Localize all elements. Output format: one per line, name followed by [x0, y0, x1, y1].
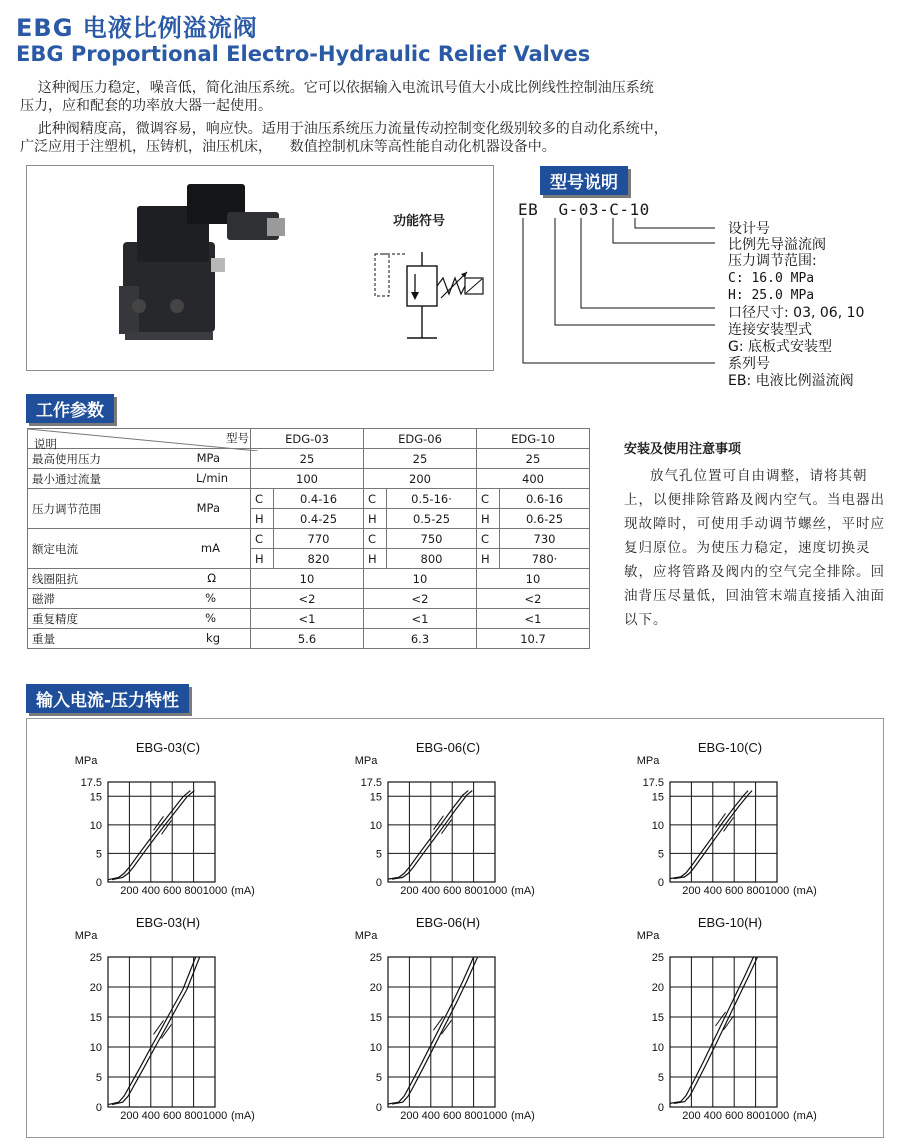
table-cell: H — [364, 509, 387, 529]
y-axis-label: MPa — [354, 930, 378, 942]
row-unit: % — [205, 590, 216, 605]
row-name: 压力调节范围 — [32, 501, 101, 516]
model-col-03: EDG-03 — [251, 429, 364, 449]
y-tick-label: 17.5 — [80, 777, 102, 789]
series-line — [108, 791, 190, 880]
x-tick-label: 400 — [703, 1110, 722, 1122]
chart-title: EBG-06(H) — [415, 915, 481, 930]
table-cell: 10 — [364, 569, 477, 589]
row-unit: L/min — [196, 470, 228, 485]
plot-frame — [670, 782, 777, 882]
row-name: 重量 — [32, 631, 55, 646]
row-name: 额定电流 — [32, 541, 78, 556]
table-cell: 780· — [500, 549, 590, 569]
y-tick-label: 0 — [375, 1102, 382, 1114]
x-axis-label: (mA) — [511, 1110, 535, 1122]
model-code: EB G-03-C-10 — [518, 200, 650, 219]
model-note-series: 系列号 — [728, 356, 770, 372]
row-unit: Ω — [207, 570, 216, 585]
x-tick-label: 600 — [725, 885, 744, 897]
table-cell: H — [251, 549, 274, 569]
series-line — [670, 791, 748, 879]
table-cell: H — [477, 549, 500, 569]
model-note-pressure: 压力调节范围: — [728, 253, 817, 269]
table-cell: <2 — [251, 589, 364, 609]
x-tick-label: 200 — [682, 885, 701, 897]
x-tick-label: 600 — [443, 1110, 462, 1122]
x-tick-label: 1000 — [202, 1110, 228, 1122]
plot-frame — [108, 957, 215, 1107]
y-tick-label: 0 — [657, 1102, 664, 1114]
row-unit: % — [205, 610, 216, 625]
chart-title: EBG-10(H) — [697, 915, 763, 930]
x-axis-label: (mA) — [231, 1110, 255, 1122]
y-tick-label: 0 — [95, 877, 102, 889]
table-cell: <1 — [364, 609, 477, 629]
series-line — [108, 957, 196, 1105]
y-tick-label: 17.5 — [642, 777, 664, 789]
model-note-g: G: 底板式安装型 — [728, 339, 833, 355]
table-cell: 200 — [364, 469, 477, 489]
y-tick-label: 15 — [89, 1012, 102, 1024]
y-tick-label: 5 — [657, 848, 664, 861]
x-tick-label: 800 — [464, 1110, 483, 1122]
table-cell: 400 — [477, 469, 590, 489]
plot-frame — [108, 782, 215, 882]
y-tick-label: 20 — [89, 982, 102, 994]
chart-5 — [355, 915, 535, 1122]
table-cell: 6.3 — [364, 629, 477, 649]
y-axis-label: MPa — [354, 755, 378, 767]
y-tick-label: 17.5 — [360, 777, 382, 789]
header-desc: 说明 — [34, 437, 57, 451]
header-model: 型号 — [226, 431, 249, 445]
table-cell: 750 — [387, 529, 477, 549]
x-tick-label: 200 — [120, 1110, 139, 1122]
table-cell: C — [364, 489, 387, 509]
chart-6 — [637, 915, 817, 1122]
table-cell: C — [251, 529, 274, 549]
row-name: 线圈阻抗 — [32, 571, 78, 586]
intro-line-2: 压力，应和配套的功率放大器一起使用。 — [20, 98, 272, 114]
y-axis-label: MPa — [74, 930, 98, 942]
row-unit: mA — [200, 540, 220, 555]
x-tick-label: 400 — [141, 1110, 160, 1122]
y-tick-label: 25 — [89, 952, 102, 964]
table-cell: H — [477, 509, 500, 529]
y-axis-label: MPa — [636, 930, 660, 942]
characteristics-heading: 输入电流-压力特性 — [26, 684, 189, 713]
x-tick-label: 1000 — [482, 1110, 508, 1122]
params-heading: 工作参数 — [26, 394, 114, 423]
model-note-design: 设计号 — [728, 221, 770, 237]
model-note-c: C: 16.0 MPa — [728, 271, 815, 286]
row-name: 重复精度 — [32, 611, 78, 626]
chart-4 — [75, 915, 255, 1122]
row-unit: MPa — [196, 450, 220, 465]
table-cell: 0.5-25 — [387, 509, 477, 529]
x-tick-label: 1000 — [764, 1110, 790, 1122]
chart-title: EBG-10(C) — [697, 740, 763, 755]
table-cell: 730 — [500, 529, 590, 549]
plot-frame — [388, 782, 495, 882]
chart-title: EBG-03(H) — [135, 915, 201, 930]
series-line — [670, 957, 754, 1103]
y-tick-label: 10 — [89, 1042, 102, 1054]
series-line-hysteresis — [392, 957, 478, 1104]
table-cell: 800 — [387, 549, 477, 569]
y-tick-label: 10 — [89, 819, 102, 832]
y-axis-label: MPa — [636, 755, 660, 767]
model-note-eb: EB: 电液比例溢流阀 — [728, 373, 854, 389]
x-tick-label: 400 — [421, 885, 440, 897]
intro-line-4: 广泛应用于注塑机，压铸机，油压机床， 数值控制机床等高性能自动化机器设备中。 — [20, 139, 556, 155]
chart-2 — [355, 740, 535, 897]
model-heading: 型号说明 — [540, 166, 628, 195]
row-unit: MPa — [196, 500, 220, 515]
table-cell: 10 — [477, 569, 590, 589]
chart-3 — [637, 740, 817, 897]
x-tick-label: 800 — [746, 885, 765, 897]
page-title-en: EBG Proportional Electro-Hydraulic Relief Valves — [16, 42, 591, 66]
table-cell: 0.4-25 — [274, 509, 364, 529]
row-unit: kg — [206, 630, 220, 645]
series-line-hysteresis — [392, 791, 472, 880]
notes-heading: 安装及使用注意事项 — [624, 442, 742, 457]
model-note-mount: 连接安装型式 — [728, 322, 812, 338]
page-title-cn: EBG 电液比例溢流阀 — [16, 14, 258, 42]
table-cell: 25 — [477, 449, 590, 469]
model-note-h: H: 25.0 MPa — [728, 288, 815, 303]
x-tick-label: 400 — [141, 885, 160, 897]
plot-frame — [670, 957, 777, 1107]
x-tick-label: 1000 — [202, 885, 228, 897]
series-line-hysteresis — [674, 957, 758, 1103]
x-tick-label: 400 — [703, 885, 722, 897]
y-tick-label: 0 — [95, 1102, 102, 1114]
y-tick-label: 0 — [657, 877, 664, 889]
intro-line-1: 这种阀压力稳定，噪音低，简化油压系统。它可以依据输入电流讯号值大小成比例线性控制油压系统 — [20, 80, 654, 96]
y-tick-label: 5 — [375, 848, 382, 861]
y-tick-label: 5 — [375, 1072, 382, 1084]
row-name: 磁滞 — [32, 591, 55, 606]
y-tick-label: 25 — [651, 952, 664, 964]
y-tick-label: 15 — [369, 791, 382, 804]
row-name: 最高使用压力 — [32, 451, 101, 466]
table-cell: <2 — [364, 589, 477, 609]
x-axis-label: (mA) — [511, 885, 535, 897]
y-tick-label: 5 — [95, 848, 102, 861]
x-tick-label: 200 — [400, 885, 419, 897]
y-tick-label: 15 — [651, 1012, 664, 1024]
y-tick-label: 5 — [657, 1072, 664, 1084]
y-tick-label: 10 — [651, 819, 664, 832]
table-cell: 770 — [274, 529, 364, 549]
x-tick-label: 800 — [746, 1110, 765, 1122]
series-line — [388, 791, 468, 880]
table-cell: 5.6 — [251, 629, 364, 649]
y-tick-label: 15 — [369, 1012, 382, 1024]
y-tick-label: 15 — [651, 791, 664, 804]
x-tick-label: 200 — [120, 885, 139, 897]
table-cell: 0.5-16· — [387, 489, 477, 509]
model-note-size: 口径尺寸: 03, 06, 10 — [728, 305, 865, 321]
model-col-10: EDG-10 — [477, 429, 590, 449]
intro-line-3: 此种阀精度高，微调容易，响应快。适用于油压系统压力流量传动控制变化级别较多的自动化系统中， — [20, 121, 668, 137]
table-cell: 0.4-16 — [274, 489, 364, 509]
x-axis-label: (mA) — [793, 1110, 817, 1122]
chart-title: EBG-03(C) — [135, 740, 201, 755]
table-cell: 0.6-25 — [500, 509, 590, 529]
chart-title: EBG-06(C) — [415, 740, 481, 755]
table-cell: H — [251, 509, 274, 529]
x-tick-label: 600 — [725, 1110, 744, 1122]
x-axis-label: (mA) — [231, 885, 255, 897]
y-tick-label: 10 — [651, 1042, 664, 1054]
x-tick-label: 1000 — [482, 885, 508, 897]
table-cell: H — [364, 549, 387, 569]
table-cell: 820 — [274, 549, 364, 569]
y-tick-label: 10 — [369, 1042, 382, 1054]
y-tick-label: 0 — [375, 877, 382, 889]
x-tick-label: 1000 — [764, 885, 790, 897]
x-tick-label: 200 — [400, 1110, 419, 1122]
y-tick-label: 10 — [369, 819, 382, 832]
table-cell: <2 — [477, 589, 590, 609]
table-cell: <1 — [251, 609, 364, 629]
y-axis-label: MPa — [74, 755, 98, 767]
x-tick-label: 800 — [184, 1110, 203, 1122]
x-tick-label: 600 — [443, 885, 462, 897]
symbol-label: 功能符号 — [393, 214, 446, 229]
x-tick-label: 600 — [163, 885, 182, 897]
table-cell: 25 — [364, 449, 477, 469]
table-cell: 10.7 — [477, 629, 590, 649]
model-note-pilot: 比例先导溢流阀 — [728, 237, 826, 253]
table-cell: C — [477, 489, 500, 509]
notes-text: 放气孔位置可自由调整，请将其朝上，以便排除管路及阀内空气。当电器出现故障时，可使用手动调节螺丝，平时应复归原位。为使压力稳定，速度切换灵敏，应将管路及阀内的空气完全排除。回油背压尽量低，回油管末端直接插入油面以下。 — [624, 468, 885, 628]
table-cell: 10 — [251, 569, 364, 589]
y-tick-label: 20 — [369, 982, 382, 994]
table-cell: C — [251, 489, 274, 509]
table-cell: 100 — [251, 469, 364, 489]
table-cell: <1 — [477, 609, 590, 629]
x-tick-label: 200 — [682, 1110, 701, 1122]
chart-1 — [75, 740, 255, 897]
table-cell: C — [364, 529, 387, 549]
table-cell: C — [477, 529, 500, 549]
y-tick-label: 25 — [369, 952, 382, 964]
model-col-06: EDG-06 — [364, 429, 477, 449]
x-tick-label: 800 — [184, 885, 203, 897]
x-tick-label: 400 — [421, 1110, 440, 1122]
x-axis-label: (mA) — [793, 885, 817, 897]
y-tick-label: 15 — [89, 791, 102, 804]
y-tick-label: 5 — [95, 1072, 102, 1084]
y-tick-label: 20 — [651, 982, 664, 994]
table-cell: 0.6-16 — [500, 489, 590, 509]
table-cell: 25 — [251, 449, 364, 469]
x-tick-label: 600 — [163, 1110, 182, 1122]
x-tick-label: 800 — [464, 885, 483, 897]
row-name: 最小通过流量 — [32, 471, 101, 486]
